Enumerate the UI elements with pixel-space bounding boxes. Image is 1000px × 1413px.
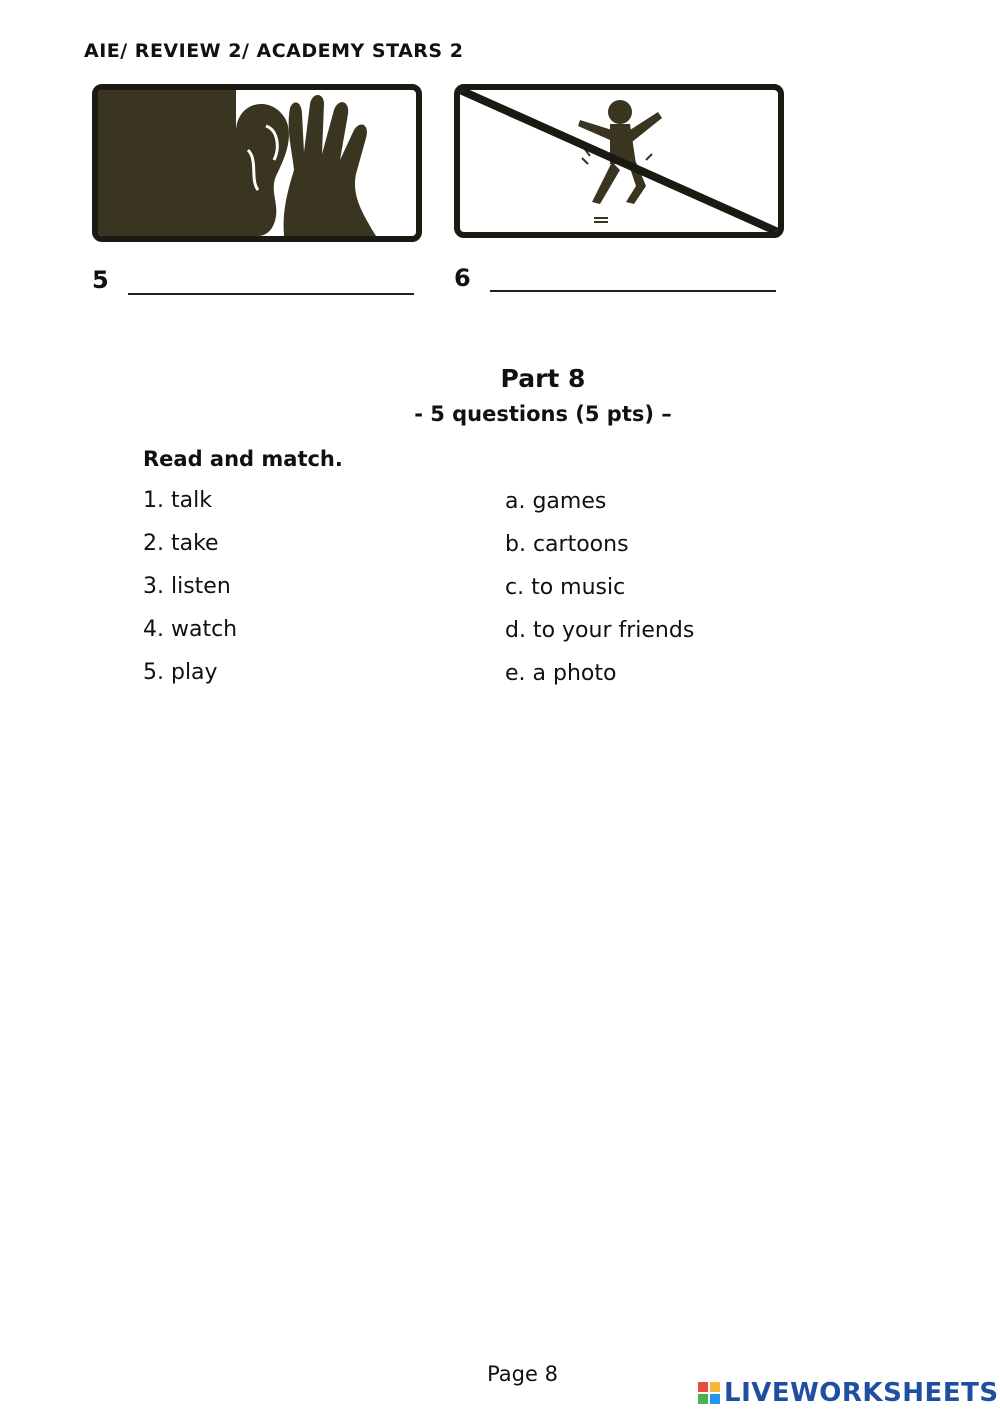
answer-number-6: 6 bbox=[454, 264, 471, 292]
logo-text: LIVEWORKSHEETS bbox=[724, 1378, 999, 1408]
logo-mark-icon bbox=[698, 1382, 720, 1404]
left-item[interactable]: 4. watch bbox=[143, 617, 238, 642]
right-item[interactable]: a. games bbox=[505, 489, 607, 514]
page-number: Page 8 bbox=[487, 1362, 558, 1386]
left-item[interactable]: 5. play bbox=[143, 660, 218, 685]
answer-line-6[interactable] bbox=[490, 290, 776, 292]
answer-number-5: 5 bbox=[92, 266, 109, 294]
left-item[interactable]: 3. listen bbox=[143, 574, 231, 599]
listen-ear-hand-icon bbox=[98, 90, 416, 236]
right-item[interactable]: d. to your friends bbox=[505, 618, 695, 643]
listen-picture bbox=[92, 84, 422, 242]
right-item[interactable]: c. to music bbox=[505, 575, 626, 600]
right-item[interactable]: b. cartoons bbox=[505, 532, 629, 557]
part-subtitle: - 5 questions (5 pts) – bbox=[414, 402, 672, 426]
right-item[interactable]: e. a photo bbox=[505, 661, 617, 686]
liveworksheets-logo bbox=[698, 1378, 999, 1408]
no-dancing-icon bbox=[460, 90, 778, 232]
no-dancing-picture bbox=[454, 84, 784, 238]
left-item[interactable]: 1. talk bbox=[143, 488, 212, 513]
answer-line-5[interactable] bbox=[128, 293, 414, 295]
part-title: Part 8 bbox=[500, 364, 586, 393]
worksheet-header: AIE/ REVIEW 2/ ACADEMY STARS 2 bbox=[84, 40, 464, 62]
instruction: Read and match. bbox=[143, 447, 343, 471]
left-item[interactable]: 2. take bbox=[143, 531, 219, 556]
